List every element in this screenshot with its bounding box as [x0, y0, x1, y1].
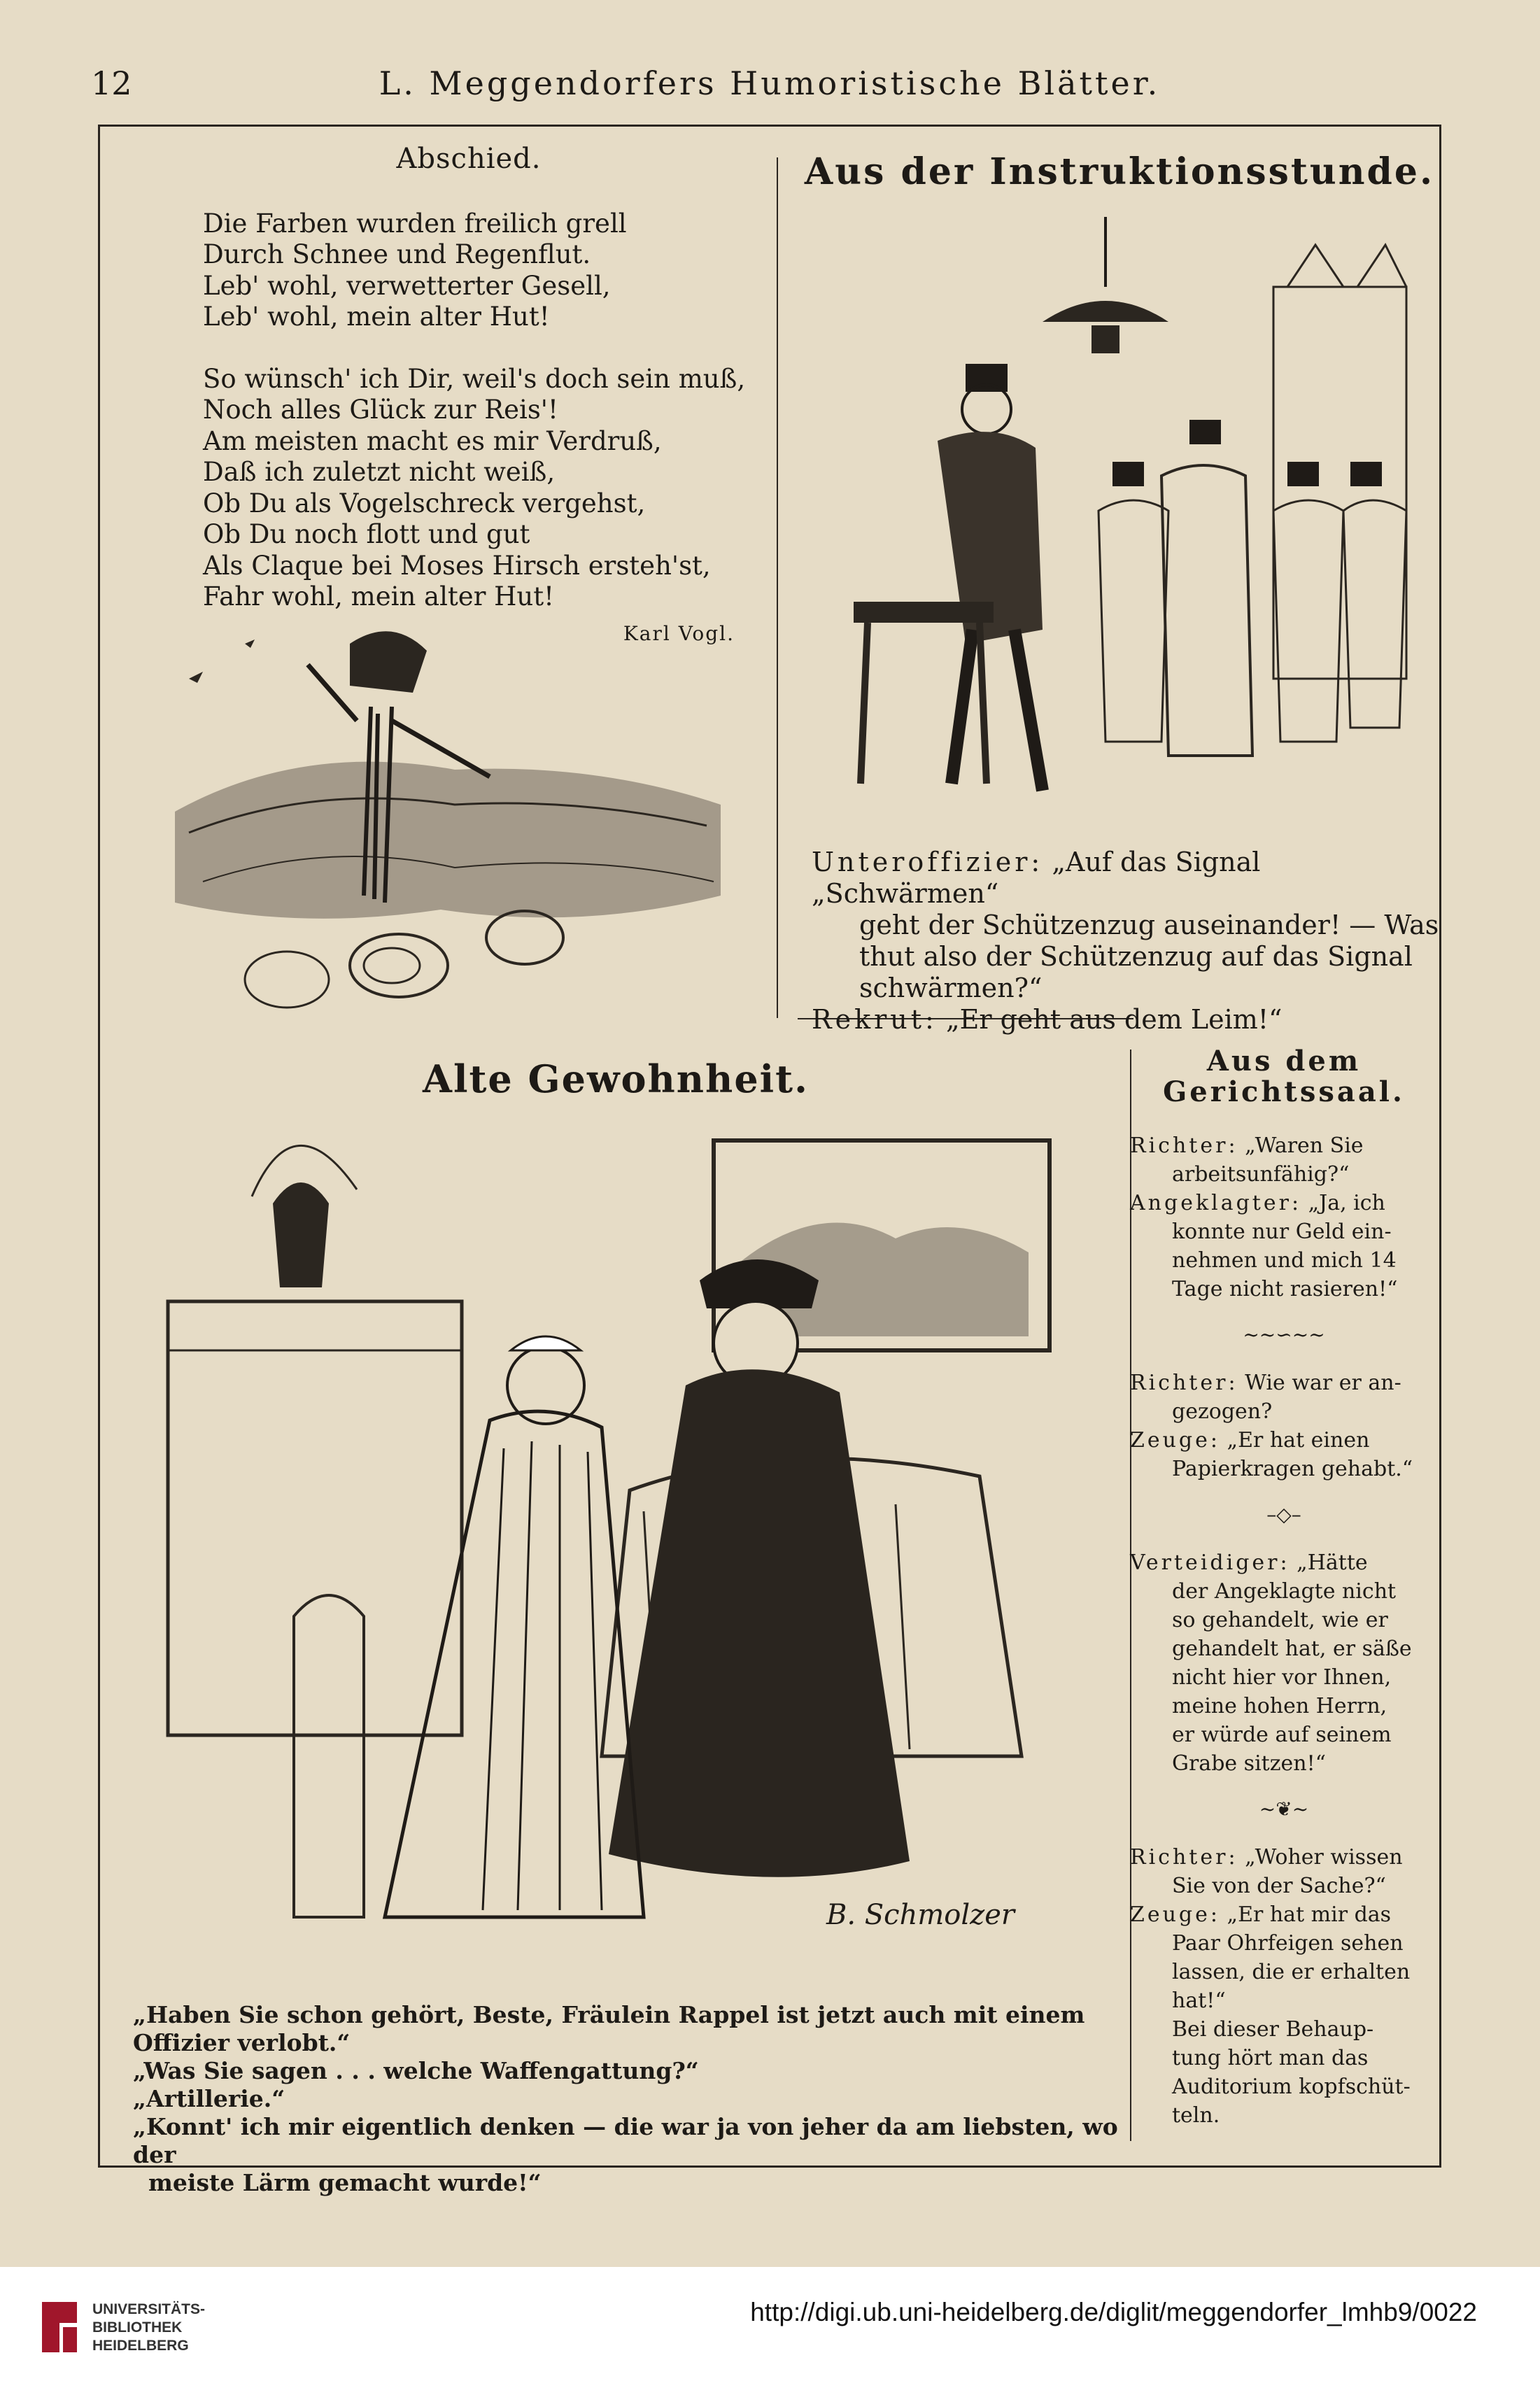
caption-line: meiste Lärm gemacht wurde!“ — [148, 2169, 542, 2196]
court-line: lassen, die er erhalten — [1172, 1960, 1411, 1984]
poem-stanza-2 — [203, 363, 746, 613]
dialogue-text: „Hätte — [1297, 1550, 1368, 1575]
court-line: Tage nicht rasieren!“ — [1172, 1277, 1398, 1301]
journal-title: L. Meggendorfers Humoristische Blätter. — [379, 64, 1161, 102]
court-line — [1130, 1369, 1438, 1397]
library-name-line-1: UNIVERSITÄTS- — [92, 2301, 206, 2317]
poem-line: Leb' wohl, mein alter Hut! — [203, 302, 550, 332]
dialogue-text: „Ja, ich — [1308, 1191, 1385, 1215]
court-line: nehmen und mich 14 — [1172, 1248, 1397, 1273]
scarecrow-illustration — [161, 602, 735, 1050]
court-line: Paar Ohrfeigen sehen — [1172, 1931, 1404, 1956]
caption-line: schwärmen?“ — [859, 973, 1043, 1003]
poem-line: Am meisten macht es mir Verdruß, — [203, 425, 662, 456]
court-line: hat!“ — [1172, 1988, 1226, 2013]
court-title-line-1: Aus dem — [1206, 1045, 1362, 1078]
court-line: so gehandelt, wie er — [1172, 1608, 1388, 1632]
court-line: nicht hier vor Ihnen, — [1172, 1665, 1392, 1690]
poem-abschied — [203, 143, 746, 649]
dialogue-text: „Auf das Signal „Schwärmen“ — [812, 847, 1261, 909]
column-divider-top — [777, 157, 778, 1018]
court-block-1 — [1130, 1131, 1438, 1303]
court-column — [1130, 1046, 1438, 2130]
court-line: konnte nur Geld ein- — [1172, 1220, 1392, 1244]
court-line — [1130, 1548, 1438, 1577]
page-number: 12 — [91, 64, 132, 102]
caption-line: thut also der Schützenzug auf das Signal — [859, 941, 1413, 972]
court-line — [1130, 1900, 1438, 1929]
court-block-2 — [1130, 1369, 1438, 1483]
speaker-label: Richter: — [1130, 1133, 1238, 1158]
ornament-divider: ~~∽~~ — [1243, 1323, 1325, 1346]
footer-bar — [0, 2267, 1540, 2388]
court-line: der Angeklagte nicht — [1172, 1579, 1397, 1604]
speaker-label: Rekrut: — [812, 1004, 938, 1035]
court-line: gezogen? — [1172, 1399, 1273, 1424]
speaker-label: Verteidiger: — [1130, 1550, 1290, 1575]
dialogue-text: „Waren Sie — [1245, 1133, 1364, 1158]
court-title — [1130, 1046, 1438, 1108]
dialogue-text: „Woher wissen — [1245, 1845, 1403, 1870]
poem-stanza-1 — [203, 209, 735, 333]
poem-line: Leb' wohl, verwetterter Gesell, — [203, 270, 611, 301]
library-name-line-2: BIBLIOTHEK — [92, 2319, 183, 2336]
court-line: gehandelt hat, er säße — [1172, 1637, 1412, 1661]
dialogue-text: „Er hat mir das — [1227, 1902, 1392, 1927]
gewohnheit-caption — [133, 2001, 1126, 2197]
court-line: er würde auf seinem — [1172, 1723, 1392, 1747]
poem-title: Abschied. — [396, 143, 542, 175]
ornament-divider: ~❦~ — [1259, 1797, 1309, 1821]
poem-line: Ob Du noch flott und gut — [203, 519, 530, 549]
poem-line: Fahr wohl, mein alter Hut! — [203, 581, 554, 612]
caption-line: geht der Schützenzug auseinander! — Was — [859, 910, 1439, 940]
speaker-label: Angeklagter: — [1130, 1191, 1302, 1215]
caption-line: „Artillerie.“ — [133, 2085, 285, 2112]
gewohnheit-title: Alte Gewohnheit. — [423, 1057, 809, 1101]
instruktion-title: Aus der Instruktionsstunde. — [804, 150, 1435, 193]
court-line: Bei dieser Behaup- — [1172, 2017, 1374, 2042]
source-url-link[interactable]: http://digi.ub.uni-heidelberg.de/diglit/meggendorfer_lmhb9/0022 — [750, 2298, 1477, 2326]
speaker-label: Zeuge: — [1130, 1428, 1220, 1453]
court-line: meine hohen Herrn, — [1172, 1694, 1387, 1718]
court-line: tung hört man das — [1172, 2046, 1369, 2070]
caption-line: „Konnt' ich mir eigentlich denken — die war ja von jeher da am liebsten, wo der — [133, 2113, 1118, 2168]
poem-author: Karl Vogl. — [623, 621, 735, 645]
poem-line: Als Claque bei Moses Hirsch ersteh'st, — [203, 550, 711, 581]
caption-line — [812, 847, 1441, 910]
court-block-4 — [1130, 1843, 1438, 2130]
poem-line: Noch alles Glück zur Reis'! — [203, 395, 558, 425]
court-title-line-2: Gerichtssaal. — [1163, 1075, 1405, 1108]
speaker-label: Richter: — [1130, 1845, 1238, 1870]
library-name-line-3: HEIDELBERG — [92, 2338, 189, 2354]
salon-illustration — [154, 1057, 1119, 1973]
running-head — [91, 64, 1448, 113]
court-line — [1130, 1843, 1438, 1872]
court-line: arbeitsunfähig?“ — [1172, 1162, 1350, 1187]
court-line: teln. — [1172, 2103, 1220, 2128]
court-line: Sie von der Sache?“ — [1172, 1874, 1386, 1898]
court-line: Auditorium kopfschüt- — [1172, 2075, 1411, 2099]
speaker-label: Unteroffizier: — [812, 847, 1044, 877]
library-name — [92, 2301, 205, 2355]
ornament-divider: –◇– — [1266, 1503, 1301, 1526]
caption-line: „Haben Sie schon gehört, Beste, Fräulein Rappel ist jetzt auch mit einem Offizier verlobt.“ — [133, 2001, 1085, 2056]
poem-line: Ob Du als Vogelschreck vergehst, — [203, 488, 646, 518]
caption-line — [812, 1004, 1441, 1036]
court-block-3 — [1130, 1548, 1438, 1778]
caption-line: „Was Sie sagen . . . welche Waffengattung?“ — [133, 2057, 699, 2084]
court-line: Grabe sitzen!“ — [1172, 1751, 1327, 1776]
dialogue-text: „Er hat einen — [1227, 1428, 1370, 1453]
poem-line: Die Farben wurden freilich grell — [203, 208, 627, 239]
court-line: Papierkragen gehabt.“ — [1172, 1457, 1413, 1481]
court-line — [1130, 1426, 1438, 1455]
university-library-logo-icon — [35, 2295, 84, 2359]
speaker-label: Richter: — [1130, 1371, 1238, 1395]
soldiers-illustration — [812, 210, 1441, 812]
poem-line: So wünsch' ich Dir, weil's doch sein muß, — [203, 363, 746, 394]
instruktion-caption — [812, 847, 1441, 1036]
artist-signature: B. Schmolzer — [826, 1899, 1015, 1931]
poem-line: Durch Schnee und Regenflut. — [203, 239, 591, 269]
court-line — [1130, 1189, 1438, 1217]
speaker-label: Zeuge: — [1130, 1902, 1220, 1927]
poem-line: Daß ich zuletzt nicht weiß, — [203, 457, 556, 487]
court-line — [1130, 1131, 1438, 1160]
dialogue-text: Wie war er an- — [1245, 1371, 1401, 1395]
dialogue-text: „Er geht aus dem Leim!“ — [945, 1004, 1283, 1035]
